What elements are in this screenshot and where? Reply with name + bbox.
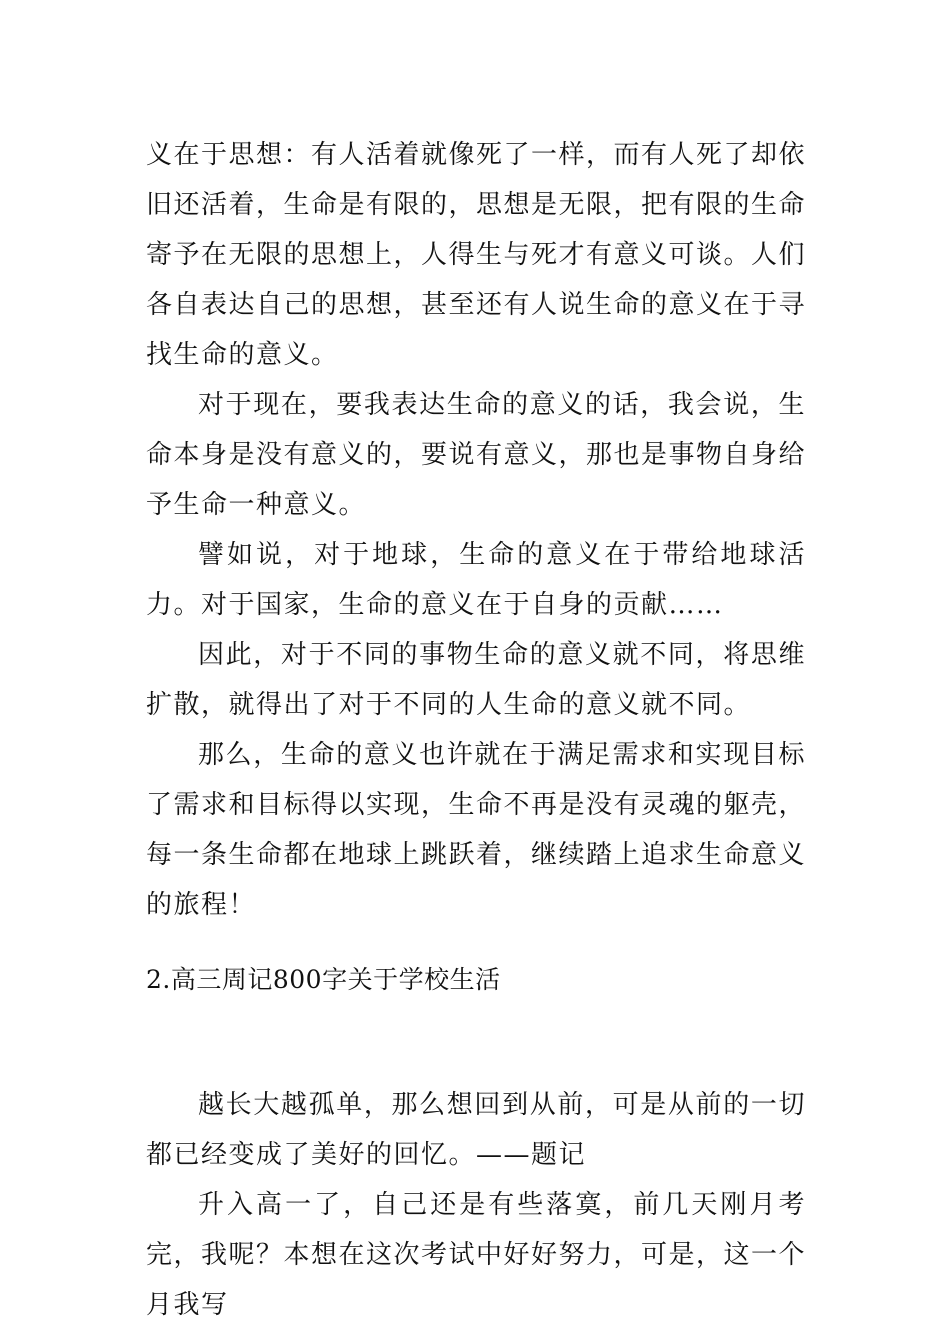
paragraph-2: 对于现在，要我表达生命的意义的话，我会说，生命本身是没有意义的，要说有意义，那也是事物自身给予生命一种意义。	[146, 390, 807, 520]
document-body	[146, 130, 806, 1330]
paragraph-3: 譬如说，对于地球，生命的意义在于带给地球活力。对于国家，生命的意义在于自身的贡献……	[146, 540, 806, 620]
paragraph-5: 那么，生命的意义也许就在于满足需求和实现目标了需求和目标得以实现，生命不再是没有灵魂的躯壳，每一条生命都在地球上跳跃着，继续踏上追求生命意义的旅程！	[146, 740, 807, 920]
paragraph-1: 义在于思想：有人活着就像死了一样，而有人死了却依旧还活着，生命是有限的，思想是无限，把有限的生命寄予在无限的思想上，人得生与死才有意义可谈。人们各自表达自己的思想，甚至还有人说生命的意义在于寻找生命的意义。	[146, 140, 807, 370]
paragraph-4: 因此，对于不同的事物生命的意义就不同，将思维扩散，就得出了对于不同的人生命的意义就不同。	[146, 640, 806, 720]
section-paragraph-2: 升入高一了，自己还是有些落寞，前几天刚月考完，我呢？本想在这次考试中好好努力，可是，这一个月我写	[146, 1190, 807, 1320]
section-heading: 2.高三周记800字关于学校生活	[146, 965, 501, 994]
section-paragraph-1: 越长大越孤单，那么想回到从前，可是从前的一切都已经变成了美好的回忆。——题记	[146, 1090, 806, 1170]
